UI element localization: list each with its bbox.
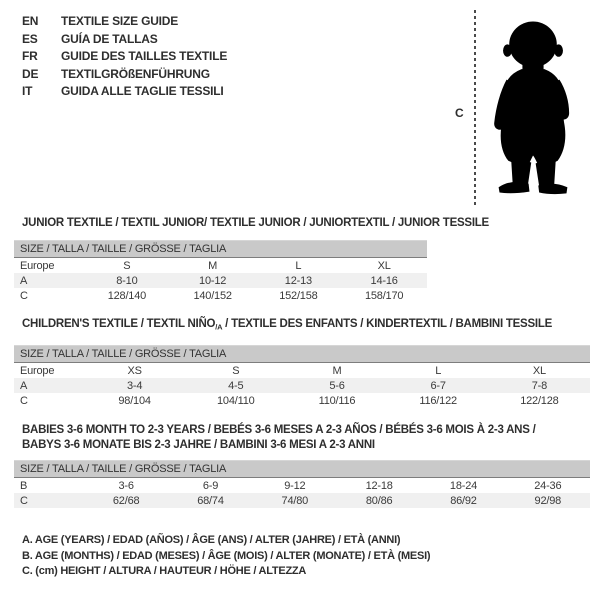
language-code: EN xyxy=(22,14,39,28)
language-list xyxy=(22,13,227,101)
cell-value: 6-9 xyxy=(202,479,219,492)
table-row xyxy=(14,273,427,288)
babies-table-body xyxy=(14,478,590,509)
cell-value: 92/98 xyxy=(534,494,562,507)
table-row xyxy=(14,393,590,408)
cell-value: 152/158 xyxy=(279,289,318,302)
footnote-c: C. (cm) HEIGHT / ALTURA / HAUTEUR / HÖHE / ALTEZZA xyxy=(22,565,307,577)
row-label: C xyxy=(20,394,28,407)
cell-value: 9-12 xyxy=(284,479,306,492)
cell-value: 7-8 xyxy=(531,379,548,392)
cell-value: 122/128 xyxy=(520,394,559,407)
cell-value: 5-6 xyxy=(329,379,345,392)
baby-silhouette-icon xyxy=(481,7,585,207)
cell-value: L xyxy=(295,259,302,272)
footnote-a: A. AGE (YEARS) / EDAD (AÑOS) / ÂGE (ANS) / ALTER (JAHRE) / ETÀ (ANNI) xyxy=(22,534,401,546)
babies-size-table xyxy=(14,460,590,508)
cell-value: 14-16 xyxy=(370,274,398,287)
language-row xyxy=(22,31,227,49)
language-row xyxy=(22,66,227,84)
cell-value: 4-5 xyxy=(228,379,244,392)
junior-table-body xyxy=(14,258,427,304)
section-title-junior xyxy=(22,216,489,231)
language-code: FR xyxy=(22,49,38,63)
cell-value: 10-12 xyxy=(199,274,227,287)
cell-value: 98/104 xyxy=(118,394,151,407)
section-title-babies xyxy=(22,423,536,453)
table-row xyxy=(14,288,427,303)
language-code: ES xyxy=(22,31,38,46)
cell-value: 68/74 xyxy=(197,494,224,507)
footnotes xyxy=(22,533,430,580)
cell-value: 62/68 xyxy=(112,494,140,507)
cell-value: 74/80 xyxy=(281,494,309,507)
height-measure-label: C xyxy=(455,106,464,120)
row-label: C xyxy=(20,289,28,302)
cell-value: S xyxy=(232,364,240,377)
language-code: DE xyxy=(22,66,39,81)
section-title-children xyxy=(22,317,552,335)
size-header-bar: SIZE / TALLA / TAILLE / GRÖSSE / TAGLIA xyxy=(14,346,590,363)
language-row xyxy=(22,83,227,101)
language-code: IT xyxy=(22,84,33,98)
cell-value: 3-4 xyxy=(126,379,143,392)
cell-value: 140/152 xyxy=(193,289,232,302)
language-label: GUIDE DES TAILLES TEXTILE xyxy=(61,49,228,63)
language-row xyxy=(22,48,227,66)
children-table-body xyxy=(14,363,590,409)
table-row xyxy=(14,378,590,393)
language-label: GUÍA DE TALLAS xyxy=(61,31,158,46)
cell-value: 8-10 xyxy=(116,274,138,287)
cell-value: 104/110 xyxy=(217,394,255,407)
size-header-bar: SIZE / TALLA / TAILLE / GRÖSSE / TAGLIA xyxy=(14,461,590,478)
table-row xyxy=(14,478,590,494)
cell-value: 80/86 xyxy=(365,494,393,507)
cell-value: XS xyxy=(127,364,142,377)
row-label: A xyxy=(20,379,28,392)
language-label: TEXTILGRÖßENFÜHRUNG xyxy=(61,66,210,81)
row-label: Europe xyxy=(20,364,55,377)
cell-value: S xyxy=(123,259,131,272)
height-measure-dotted-line xyxy=(474,10,476,207)
section-title-text: CHILDREN'S TEXTILE / TEXTIL NIÑO xyxy=(22,318,216,330)
cell-value: 6-7 xyxy=(430,379,446,392)
children-size-table xyxy=(14,345,590,408)
language-label: GUIDA ALLE TAGLIE TESSILI xyxy=(61,84,224,98)
cell-value: M xyxy=(208,259,218,272)
cell-value: 86/92 xyxy=(450,494,477,507)
cell-value: XL xyxy=(377,259,391,272)
row-label: B xyxy=(20,479,28,492)
cell-value: M xyxy=(332,364,342,377)
cell-value: 12-13 xyxy=(284,274,312,287)
cell-value: 18-24 xyxy=(449,479,478,492)
section-title-text: JUNIOR TEXTILE / TEXTIL JUNIOR/ TEXTILE JUNIOR / JUNIORTEXTIL / JUNIOR TESSILE xyxy=(22,217,489,229)
language-label: TEXTILE SIZE GUIDE xyxy=(61,14,179,28)
cell-value: 116/122 xyxy=(419,394,457,407)
table-row xyxy=(14,363,590,379)
row-label: C xyxy=(20,494,28,507)
cell-value: 12-18 xyxy=(365,479,393,492)
row-label: Europe xyxy=(20,259,55,272)
cell-value: 24-36 xyxy=(534,479,562,492)
section-title-line1: BABIES 3-6 MONTH TO 2-3 YEARS / BEBÉS 3-6 MESES A 2-3 AÑOS / BÉBÉS 3-6 MOIS À 2-3 ANS / xyxy=(22,424,536,436)
row-label: A xyxy=(20,274,28,287)
section-title-subscript: /A xyxy=(215,322,223,332)
cell-value: XL xyxy=(532,364,546,377)
table-row xyxy=(14,493,590,508)
language-row xyxy=(22,13,227,31)
size-header-bar: SIZE / TALLA / TAILLE / GRÖSSE / TAGLIA xyxy=(14,241,427,258)
table-row xyxy=(14,258,427,274)
cell-value: L xyxy=(435,364,442,377)
junior-size-table xyxy=(14,240,427,303)
cell-value: 128/140 xyxy=(107,289,147,302)
section-title-text: / TEXTILE DES ENFANTS / KINDERTEXTIL / BAMBINI TESSILE xyxy=(222,318,553,330)
section-title-line2: BABYS 3-6 MONATE BIS 2-3 JAHRE / BAMBINI 3-6 MESI A 2-3 ANNI xyxy=(22,439,375,451)
footnote-b: B. AGE (MONTHS) / EDAD (MESES) / ÂGE (MOIS) / ALTER (MONATE) / ETÀ (MESI) xyxy=(22,549,431,562)
cell-value: 110/116 xyxy=(318,394,356,407)
cell-value: 3-6 xyxy=(118,479,134,492)
cell-value: 158/170 xyxy=(364,289,404,302)
